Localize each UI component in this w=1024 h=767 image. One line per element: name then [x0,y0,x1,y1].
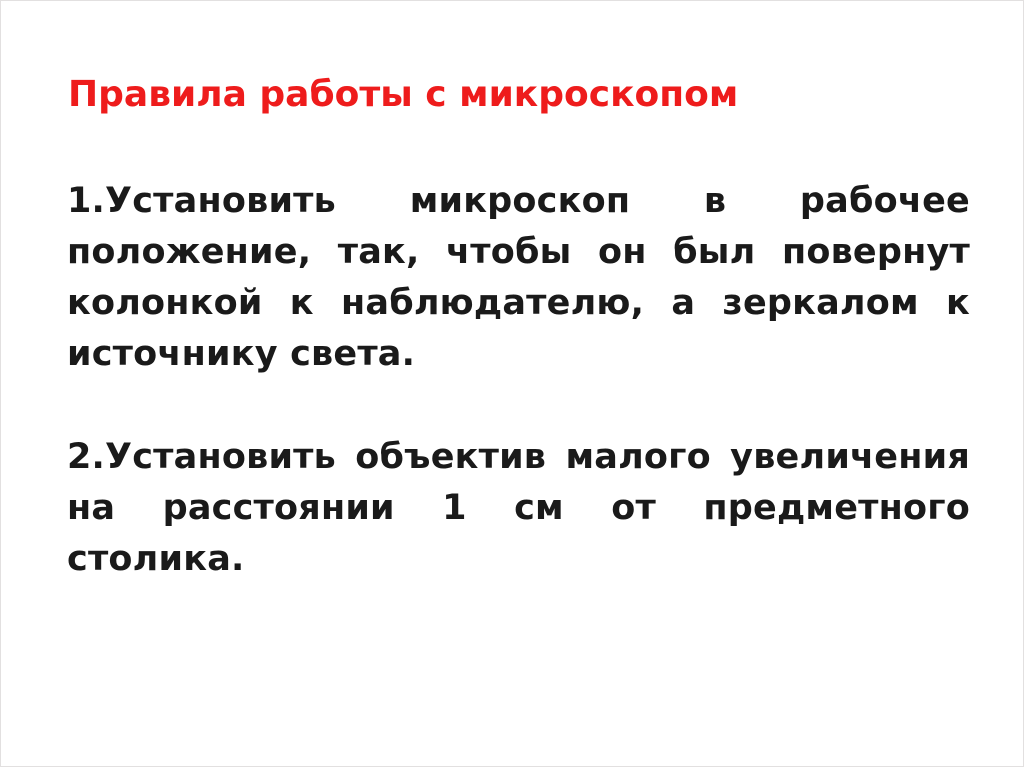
rule-item-2: 2.Установить объектив малого увеличения на расстоянии 1 см от предметного столика. [67,437,970,579]
slide-title: Правила работы с микроскопом [68,74,739,115]
rule-item-1: 1.Установить микроскоп в рабочее положение, так, чтобы он был повернут колонкой к наблюдателю, а зеркалом к источнику света. [67,181,970,374]
